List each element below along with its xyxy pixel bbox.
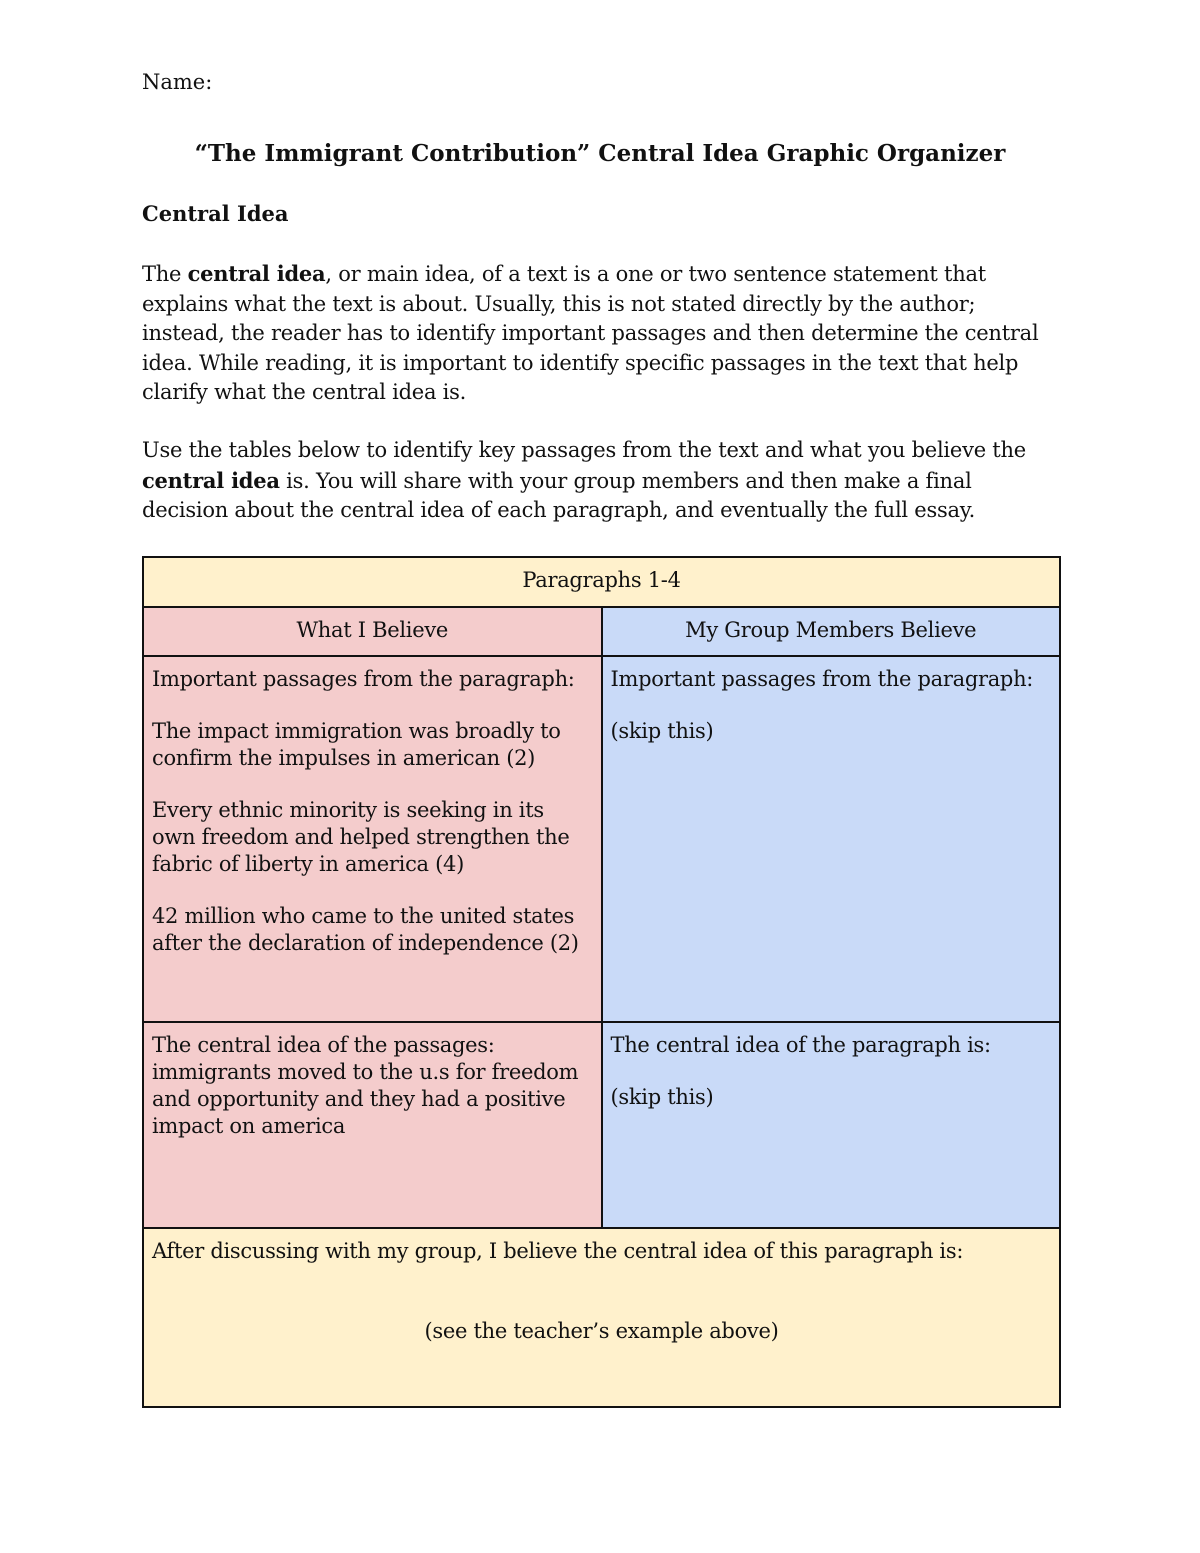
final-central-idea-cell[interactable] xyxy=(143,1228,1060,1407)
para1-text-end: , or main idea, of a text is a one or two sentence statement that explains what the text is about. Usually, this is not stated directly by the author; instead, the reader has to identify important passages and then determine the central idea. While reading, it is important to identify specific passages in the text that help clarify what the central idea is. xyxy=(142,262,1039,404)
intro-paragraph-definition xyxy=(142,259,1062,408)
para2-text-start: Use the tables below to identify key passages from the text and what you believe the xyxy=(142,438,1026,462)
group-central-idea-text: (skip this) xyxy=(610,1085,714,1109)
my-central-idea-label: The central idea of the passages: xyxy=(152,1033,495,1057)
para1-text-start: The xyxy=(142,262,188,286)
final-central-idea-text: (see the teacher’s example above) xyxy=(424,1318,779,1343)
para1-bold-term: central idea xyxy=(187,261,326,286)
graphic-organizer-table xyxy=(142,556,1061,1408)
table-header-row xyxy=(143,557,1060,607)
final-central-idea-row xyxy=(143,1228,1060,1407)
intro-paragraph-instructions xyxy=(142,436,1062,526)
my-passages-label: Important passages from the paragraph: xyxy=(152,667,575,692)
column-header-row xyxy=(143,607,1060,657)
section-heading-central-idea: Central Idea xyxy=(142,201,289,226)
my-central-idea-cell[interactable] xyxy=(143,1022,602,1228)
group-central-idea-label: The central idea of the paragraph is: xyxy=(610,1033,991,1057)
table-header-cell: Paragraphs 1-4 xyxy=(143,557,1060,607)
group-central-idea-cell[interactable] xyxy=(602,1022,1061,1228)
central-idea-row xyxy=(143,1022,1060,1228)
my-passage-item: Every ethnic minority is seeking in its own freedom and helped strengthen the fabric of liberty in america (4) xyxy=(152,798,570,877)
my-passage-item: The impact immigration was broadly to confirm the impulses in american (2) xyxy=(152,719,561,771)
name-label: Name: xyxy=(142,70,213,94)
group-passages-text: (skip this) xyxy=(610,719,714,744)
column-header-group-members-believe: My Group Members Believe xyxy=(602,607,1061,657)
final-central-idea-label: After discussing with my group, I believe the central idea of this paragraph is: xyxy=(152,1238,964,1263)
para2-text-end: is. You will share with your group members and then make a final decision about the central idea of each paragraph, and eventually the full essay. xyxy=(142,468,976,522)
my-passage-item: 42 million who came to the united states after the declaration of independence (2) xyxy=(152,904,579,956)
passages-row xyxy=(143,656,1060,1022)
group-passages-label: Important passages from the paragraph: xyxy=(610,667,1034,692)
my-central-idea-text: immigrants moved to the u.s for freedom and opportunity and they had a positive impact on america xyxy=(152,1060,579,1138)
my-passages-cell[interactable] xyxy=(143,656,602,1022)
para2-bold-term: central idea xyxy=(142,467,280,493)
group-passages-cell[interactable] xyxy=(602,656,1061,1022)
column-header-what-i-believe: What I Believe xyxy=(143,607,602,657)
page-title: “The Immigrant Contribution” Central Idea Graphic Organizer xyxy=(194,140,1006,167)
